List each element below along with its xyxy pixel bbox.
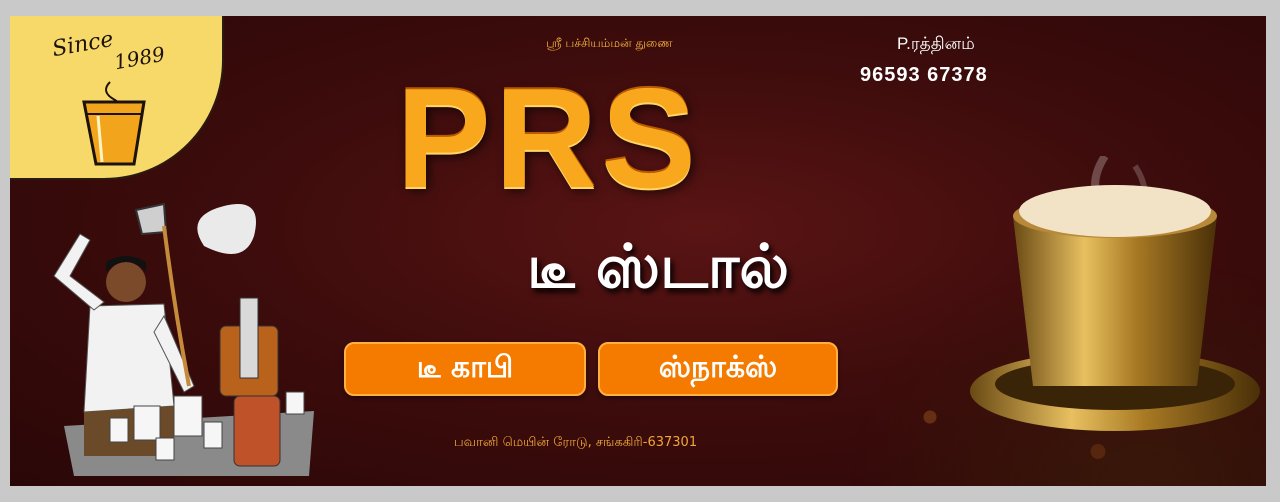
since-label: Since xyxy=(50,26,116,63)
tea-glass-icon xyxy=(80,80,160,170)
service-tea-coffee: டீ காபி xyxy=(344,342,586,396)
phone-number: 96593 67378 xyxy=(860,64,988,86)
banner xyxy=(10,16,1266,486)
brand-subtitle: டீ ஸ்டால் xyxy=(527,232,790,302)
owner-name: P.ரத்தினம் xyxy=(897,34,975,53)
tea-vendor-illustration xyxy=(24,186,324,476)
blessing-text: ஸ்ரீ பச்சியம்மன் துணை xyxy=(546,36,673,50)
address-text: பவானி மெயின் ரோடு, சங்ககிரி-637301 xyxy=(454,435,698,450)
service-snacks: ஸ்நாக்ஸ் xyxy=(598,342,838,396)
brand-name: PRS xyxy=(396,59,700,218)
filter-coffee-cup-image xyxy=(965,156,1265,446)
since-badge xyxy=(10,16,224,180)
since-year: 1989 xyxy=(112,41,167,75)
